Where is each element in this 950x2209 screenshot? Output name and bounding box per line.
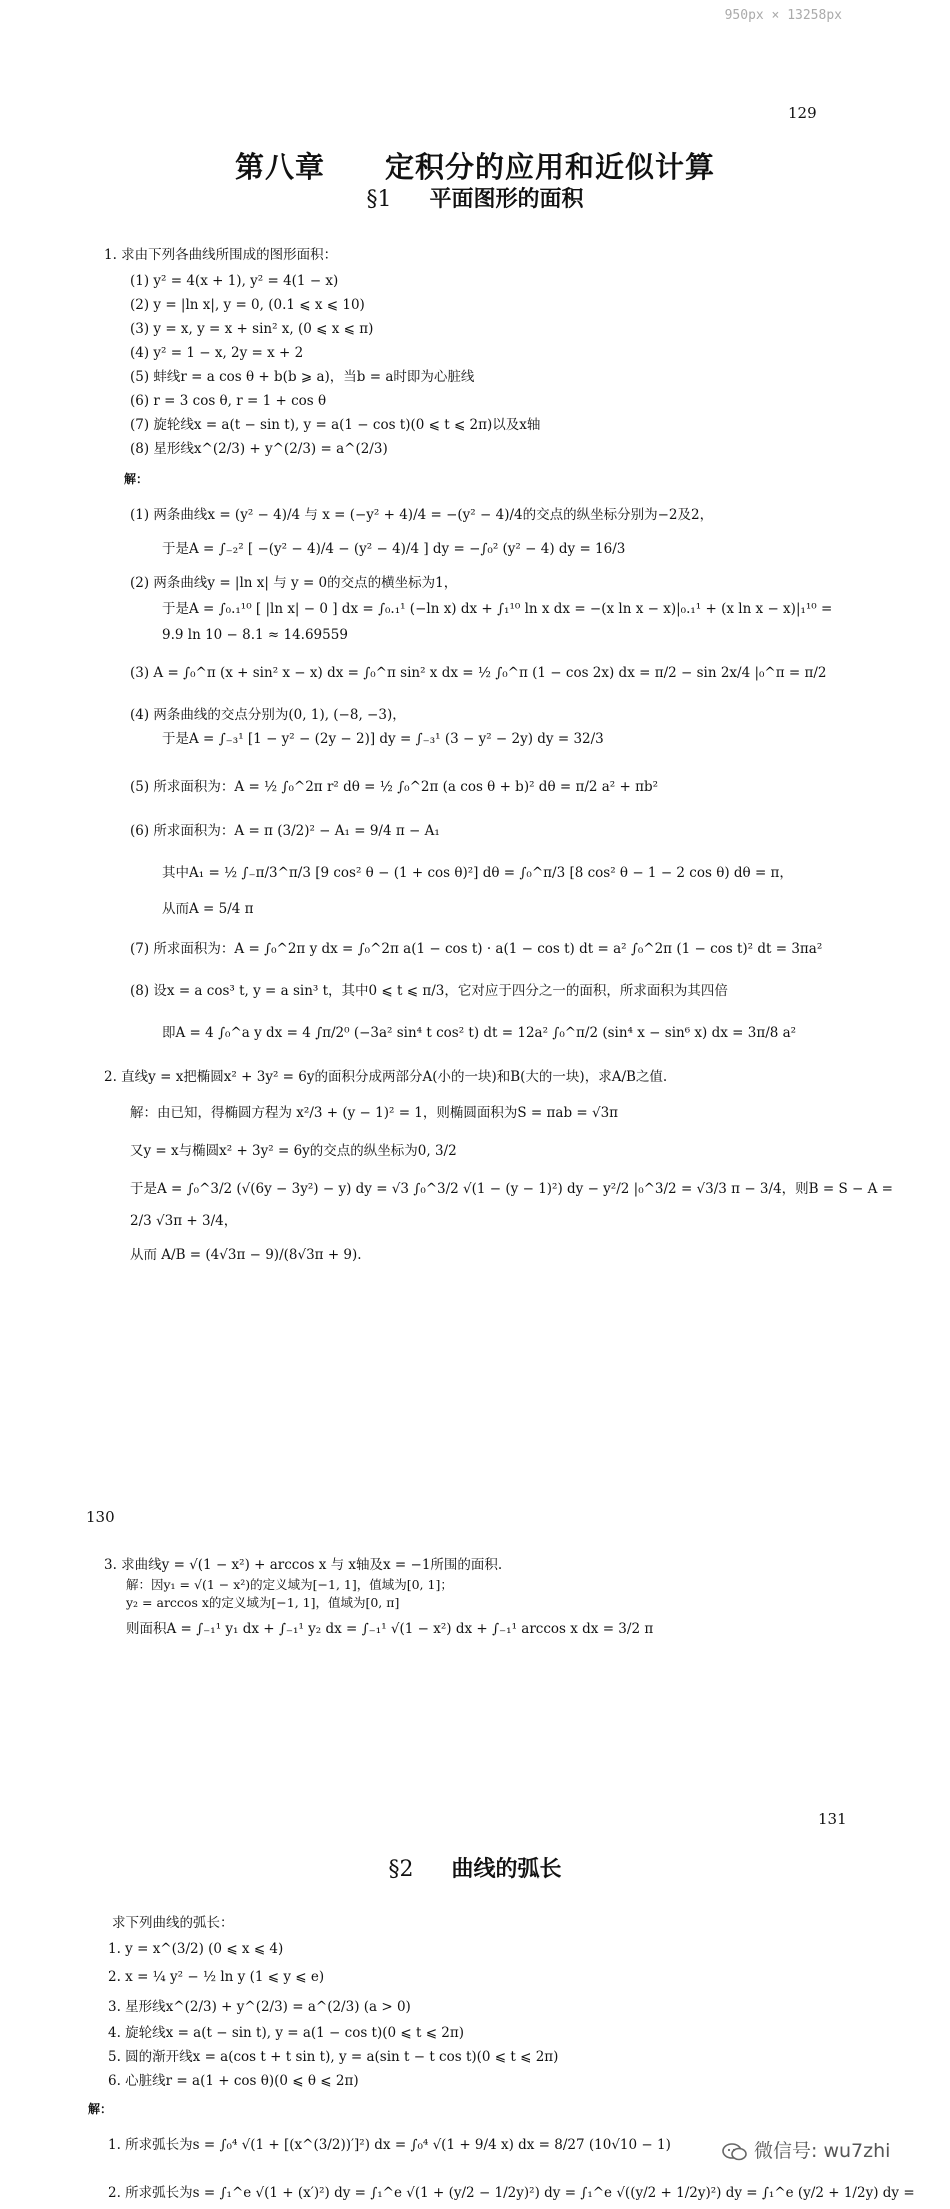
solution-line: 于是A = ∫₀.₁¹⁰ [ |ln x| − 0 ] dx = ∫₀.₁¹ (−ln x) dx + ∫₁¹⁰ ln x dx = −(x ln x − x)|₀.₁¹ + (x ln x − x)|₁¹⁰ = [162, 601, 833, 617]
problem-2-line: 2/3 √3π + 3/4， [130, 1213, 238, 1229]
section-number: §1 [366, 187, 392, 212]
problem-1-item: (2) y = |ln x|, y = 0, (0.1 ⩽ x ⩽ 10) [130, 297, 365, 313]
problem-1-item: (1) y² = 4(x + 1), y² = 4(1 − x) [130, 273, 339, 289]
problem-2-line: 解：由已知，得椭圆方程为 x²/3 + (y − 1)² = 1，则椭圆面积为S = πab = √3π [130, 1105, 619, 1121]
solution-label: 解： [88, 2102, 113, 2116]
solution-line: 其中A₁ = ½ ∫₋π/3^π/3 [9 cos² θ − (1 + cos θ)²] dθ = ∫₀^π/3 [8 cos² θ − 1 − 2 cos θ) dθ = π， [162, 865, 793, 881]
problem-1-item: (7) 旋轮线x = a(t − sin t), y = a(1 − cos t)(0 ⩽ t ⩽ 2π)以及x轴 [130, 417, 541, 433]
arc-length-solution: 1. 所求弧长为s = ∫₀⁴ √(1 + [(x^(3/2))′]²) dx = ∫₀⁴ √(1 + 9/4 x) dx = 8/27 (10√10 − 1) [108, 2137, 671, 2153]
problem-3-line: 解：因y₁ = √(1 − x²)的定义域为[−1, 1]，值域为[0, 1]； [126, 1577, 453, 1592]
chapter-title: 第八章 定积分的应用和近似计算 [234, 150, 715, 184]
page-size-label: 950px × 13258px [724, 8, 842, 23]
solution-line: (1) 两条曲线x = (y² − 4)/4 与 x = (−y² + 4)/4 = −(y² − 4)/4的交点的纵坐标分别为−2及2， [130, 507, 714, 523]
problem-2-stem: 2. 直线y = x把椭圆x² + 3y² = 6y的面积分成两部分A(小的一块)和B(大的一块)，求A/B之值. [104, 1069, 668, 1085]
solution-line: (3) A = ∫₀^π (x + sin² x − x) dx = ∫₀^π sin² x dx = ½ ∫₀^π (1 − cos 2x) dx = π/2 − sin 2x/4 |₀^π = π/2 [130, 665, 827, 681]
wechat-icon [722, 2142, 748, 2162]
problem-2-line: 又y = x与椭圆x² + 3y² = 6y的交点的纵坐标为0, 3/2 [130, 1143, 457, 1159]
solution-line: (5) 所求面积为：A = ½ ∫₀^2π r² dθ = ½ ∫₀^2π (a cos θ + b)² dθ = π/2 a² + πb² [130, 779, 659, 795]
problem-1-item: (8) 星形线x^(2/3) + y^(2/3) = a^(2/3) [130, 441, 388, 457]
problem-1-item: (4) y² = 1 − x, 2y = x + 2 [130, 345, 304, 361]
arc-length-item: 5. 圆的渐开线x = a(cos t + t sin t), y = a(sin t − t cos t)(0 ⩽ t ⩽ 2π) [108, 2049, 559, 2065]
section-title: 平面图形的面积 [429, 186, 584, 212]
arc-length-solution: 2. 所求弧长为s = ∫₁^e √(1 + (x′)²) dy = ∫₁^e √(1 + (y/2 − 1/2y)²) dy = ∫₁^e √((y/2 + 1/2y)²) dy = ∫₁^e (y/2 + 1/2y) dy = [108, 2185, 915, 2201]
section-number: §2 [388, 1857, 414, 1882]
solution-line: 即A = 4 ∫₀^a y dx = 4 ∫π/2⁰ (−3a² sin⁴ t cos² t) dt = 12a² ∫₀^π/2 (sin⁴ x − sin⁶ x) dx = 3π/8 a² [162, 1025, 797, 1041]
solution-line: (8) 设x = a cos³ t, y = a sin³ t，其中0 ⩽ t ⩽ π/3，它对应于四分之一的面积，所求面积为其四倍 [130, 983, 728, 999]
arc-length-item: 6. 心脏线r = a(1 + cos θ)(0 ⩽ θ ⩽ 2π) [108, 2073, 359, 2089]
solution-line: (6) 所求面积为：A = π (3/2)² − A₁ = 9/4 π − A₁ [130, 823, 440, 839]
solution-label: 解： [124, 472, 149, 486]
arc-length-item: 4. 旋轮线x = a(t − sin t), y = a(1 − cos t)(0 ⩽ t ⩽ 2π) [108, 2025, 465, 2041]
watermark-text: 微信号: wu7zhi [754, 2140, 891, 2162]
page-number-129: 129 [788, 104, 817, 122]
arc-length-item: 1. y = x^(3/2) (0 ⩽ x ⩽ 4) [108, 1941, 284, 1957]
problem-3-line: y₂ = arccos x的定义域为[−1, 1]，值域为[0, π] [126, 1595, 400, 1610]
page-number-131: 131 [818, 1810, 847, 1828]
arc-length-item: 2. x = ¼ y² − ½ ln y (1 ⩽ y ⩽ e) [108, 1969, 325, 1985]
problem-1-item: (6) r = 3 cos θ, r = 1 + cos θ [130, 393, 327, 409]
solution-line: (7) 所求面积为：A = ∫₀^2π y dx = ∫₀^2π a(1 − cos t) · a(1 − cos t) dt = a² ∫₀^2π (1 − cos t)² dt = 3πa² [130, 941, 823, 957]
page-number-130: 130 [86, 1508, 115, 1526]
solution-line: 于是A = ∫₋₂² [ −(y² − 4)/4 − (y² − 4)/4 ] dy = −∫₀² (y² − 4) dy = 16/3 [162, 541, 626, 557]
section-2-heading [0, 1852, 950, 1883]
problem-1-item: (3) y = x, y = x + sin² x, (0 ⩽ x ⩽ π) [130, 321, 374, 337]
arc-length-item: 3. 星形线x^(2/3) + y^(2/3) = a^(2/3) (a > 0) [108, 1999, 411, 2015]
arc-length-intro: 求下列曲线的弧长： [112, 1915, 234, 1931]
problem-2-line: 于是A = ∫₀^3/2 (√(6y − 3y²) − y) dy = √3 ∫₀^3/2 √(1 − (y − 1)²) dy − y²/2 |₀^3/2 = √3/3 π − 3/4，则B = S − A = [130, 1181, 893, 1197]
solution-line: 从而A = 5/4 π [162, 901, 254, 917]
problem-1-item: (5) 蚌线r = a cos θ + b(b ⩾ a)，当b = a时即为心脏线 [130, 369, 475, 385]
solution-line: (4) 两条曲线的交点分别为(0, 1), (−8, −3)， [130, 707, 406, 723]
section-title: 曲线的弧长 [451, 1856, 562, 1882]
solution-line: 9.9 ln 10 − 8.1 ≈ 14.69559 [162, 627, 348, 643]
problem-3-line: 则面积A = ∫₋₁¹ y₁ dx + ∫₋₁¹ y₂ dx = ∫₋₁¹ √(1 − x²) dx + ∫₋₁¹ arccos x dx = 3/2 π [126, 1621, 654, 1637]
problem-3-stem: 3. 求曲线y = √(1 − x²) + arccos x 与 x轴及x = −1所围的面积. [104, 1557, 503, 1573]
solution-line: (2) 两条曲线y = |ln x| 与 y = 0的交点的横坐标为1， [130, 575, 458, 591]
problem-2-line: 从而 A/B = (4√3π − 9)/(8√3π + 9). [130, 1247, 362, 1263]
problem-1-stem: 1. 求由下列各曲线所围成的图形面积： [104, 247, 338, 263]
watermark [722, 2136, 890, 2163]
section-1-heading [0, 182, 950, 213]
solution-line: 于是A = ∫₋₃¹ [1 − y² − (2y − 2)] dy = ∫₋₃¹ (3 − y² − 2y) dy = 32/3 [162, 731, 604, 747]
